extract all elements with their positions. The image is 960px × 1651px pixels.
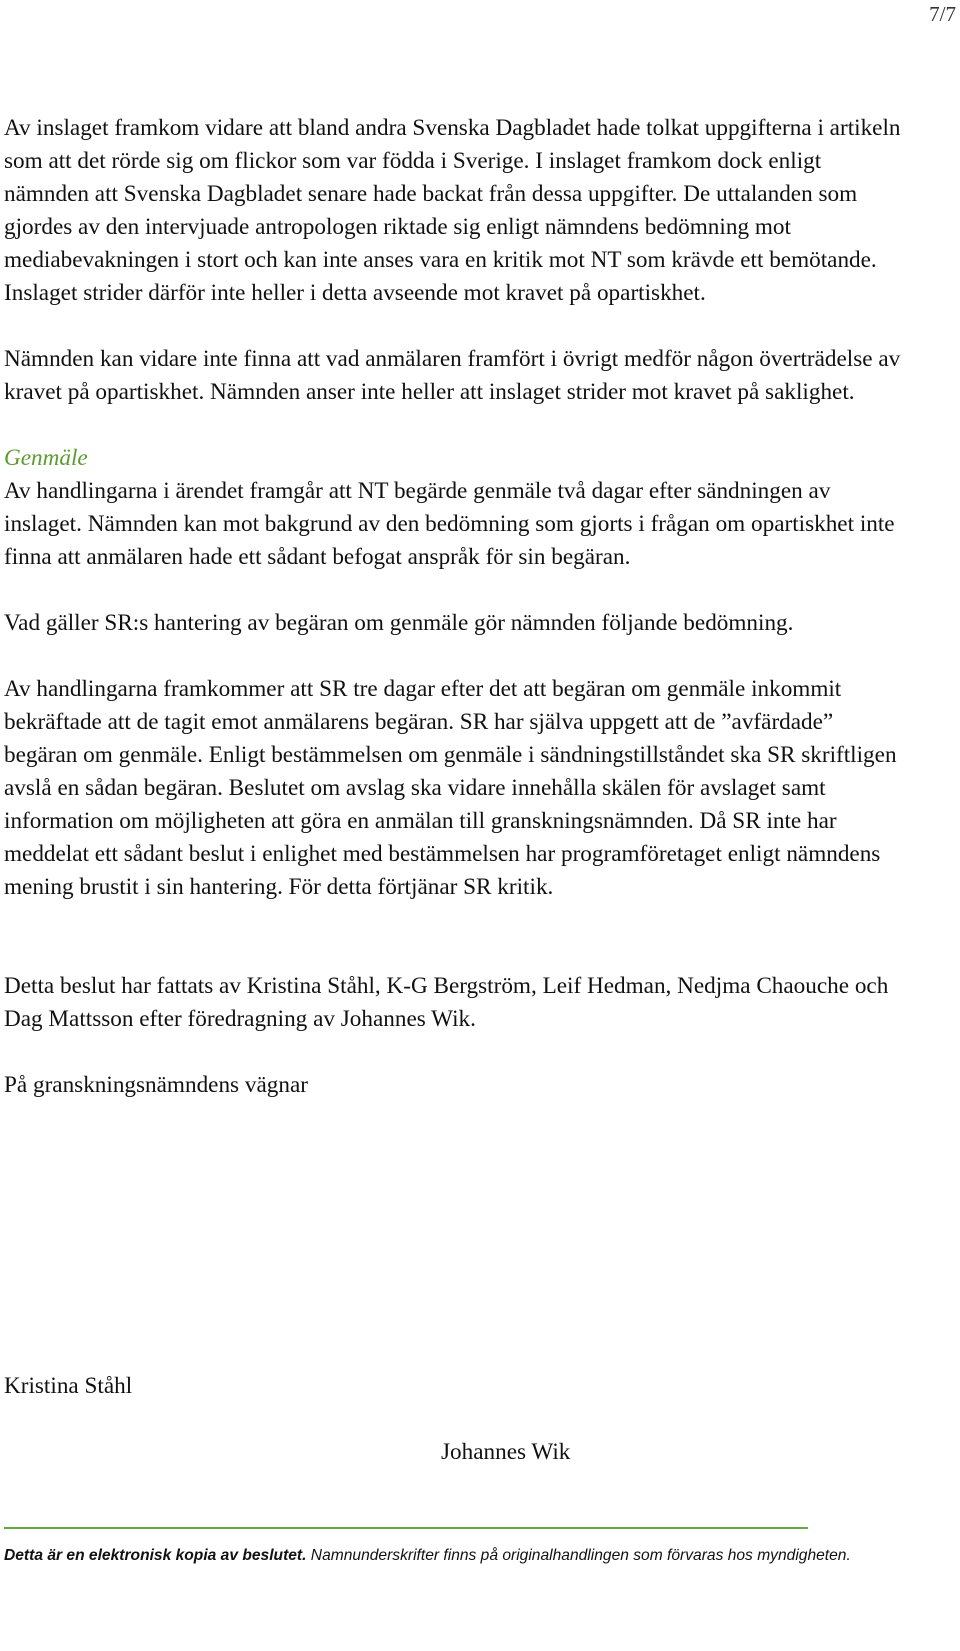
footer-note-bold: Detta är en elektronisk kopia av beslutet.	[4, 1547, 307, 1564]
document-body	[4, 112, 904, 1102]
section-heading-genmale: Genmäle	[4, 445, 88, 471]
page-number: 7/7	[929, 2, 956, 26]
paragraph-inslaget-tolkat: Av inslaget framkom vidare att bland andra Svenska Dagbladet hade tolkat uppgifterna i artikeln som att det rörde sig om flickor som var födda i Sverige. I inslaget framkom dock enligt nämnden att Svenska Dagbladet senare hade backat från dessa uppgifter. De uttalanden som gjordes av den intervjuade antropologen riktade sig enligt nämndens bedömning mot mediabevakningen i stort och kan inte anses vara en kritik mot NT som krävde ett bemötande. Inslaget strider därför inte heller i detta avseende mot kravet på opartiskhet.	[4, 115, 901, 306]
paragraph-beslut-fattats: Detta beslut har fattats av Kristina Ståhl, K-G Bergström, Leif Hedman, Nedjma Chaouche och Dag Mattsson efter föredragning av Johannes Wik.	[4, 973, 889, 1032]
footer-note	[4, 1546, 851, 1566]
footer-note-rest: Namnunderskrifter finns på originalhandlingen som förvaras hos myndigheten.	[306, 1547, 851, 1564]
paragraph-vagnar: På granskningsnämndens vägnar	[4, 1072, 308, 1098]
footer-divider	[4, 1527, 808, 1529]
paragraph-genmale-begaran: Av handlingarna i ärendet framgår att NT begärde genmäle två dagar efter sändningen av inslaget. Nämnden kan mot bakgrund av den bedömning som gjorts i frågan om opartiskhet inte finna att anmälaren hade ett sådant befogat anspråk för sin begäran.	[4, 478, 895, 570]
paragraph-kritik: Av handlingarna framkommer att SR tre dagar efter det att begäran om genmäle inkommit bekräftade att de tagit emot anmälarens begäran. SR har själva uppgett att de ”avfärdade” begäran om genmäle. Enligt bestämmelsen om genmäle i sändningstillståndet ska SR skriftligen avslå en sådan begäran. Beslutet om avslag ska vidare innehålla skälen för avslaget samt information om möjligheten att göra en anmälan till granskningsnämnden. Då SR inte har meddelat ett sådant beslut i enlighet med bestämmelsen har programföretaget enligt nämndens mening brustit i sin hantering. För detta förtjänar SR kritik.	[4, 676, 897, 900]
paragraph-sr-hantering: Vad gäller SR:s hantering av begäran om genmäle gör nämnden följande bedömning.	[4, 610, 794, 636]
signature-name-right: Johannes Wik	[441, 1439, 571, 1465]
signature-name-left: Kristina Ståhl	[4, 1373, 133, 1399]
paragraph-opartiskhet: Nämnden kan vidare inte finna att vad anmälaren framfört i övrigt medför någon överträdelse av kravet på opartiskhet. Nämnden anser inte heller att inslaget strider mot kravet på saklighet.	[4, 346, 901, 405]
